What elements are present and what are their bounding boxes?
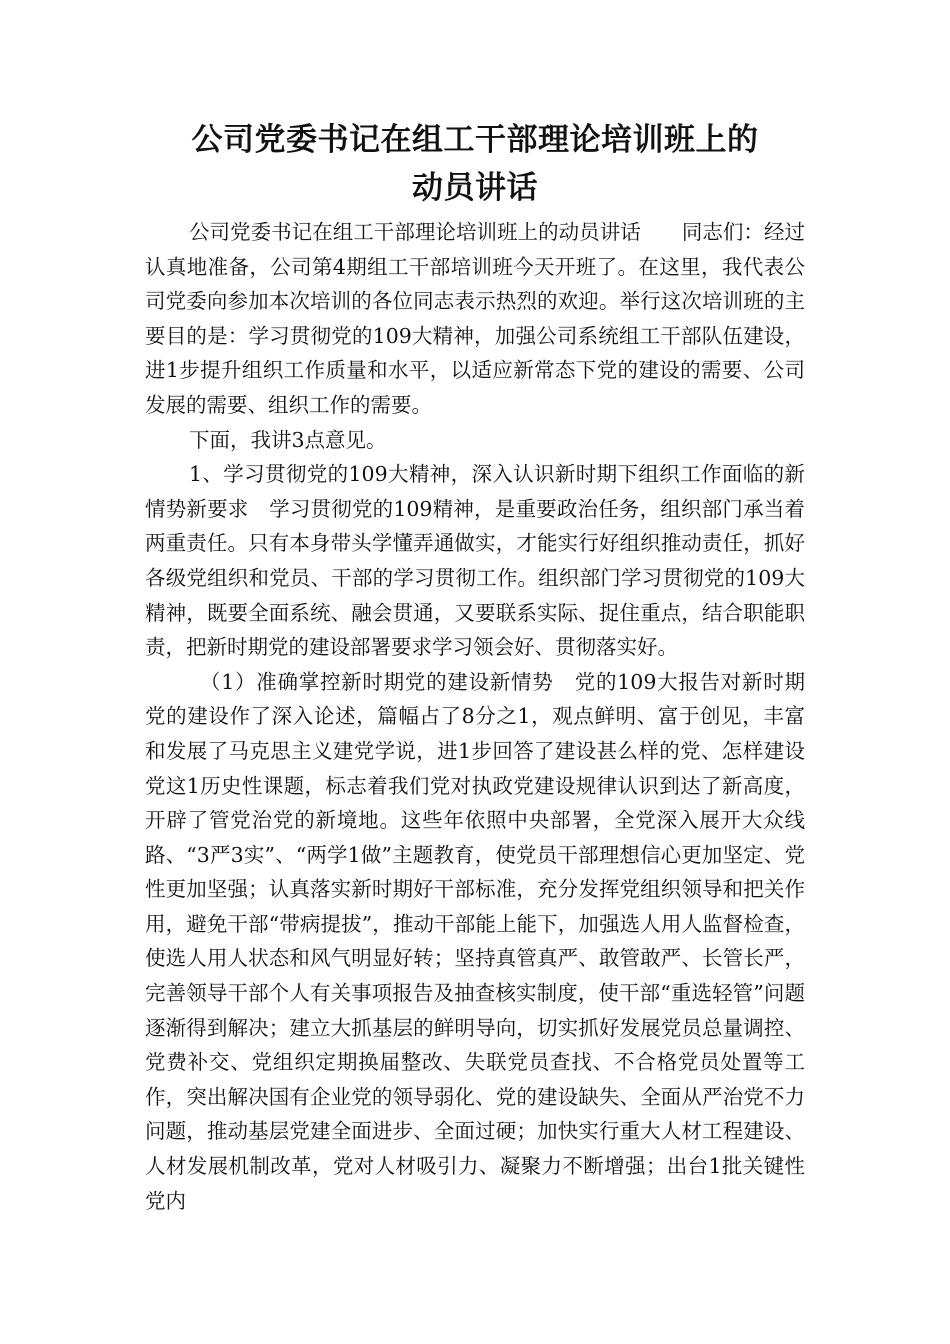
document-title-line-2: 动员讲话 — [412, 170, 538, 206]
paragraph-outline: 下面，我讲3点意见。 — [189, 427, 387, 452]
document-title-line-1: 公司党委书记在组工干部理论培训班上的 — [191, 122, 759, 158]
document-body — [145, 215, 805, 1218]
paragraph-subsection-1: （1）准确掌控新时期党的建设新情势 党的109大报告对新时期党的建设作了深入论述，篇幅占了8分之1，观点鲜明、富于创见，丰富和发展了马克思主义建党学说，进1步回答了建设甚么样的党、怎样建设党这1历史性课题，标志着我们党对执政党建设规律认识到达了新高度，开辟了管党治党的新境地。这些年依照中央部署，全党深入展开大众线路、“3严3实”、“两学1做”主题教育，使党员干部理想信心更加坚定、党性更加坚强；认真落实新时期好干部标准，充分发挥党组织领导和把关作用，避免干部“带病提拔”，推动干部能上能下，加强选人用人监督检查，使选人用人状态和风气明显好转；坚持真管真严、敢管敢严、长管长严，完善领导干部个人有关事项报告及抽查核实制度，使干部“重选轻管”问题逐渐得到解决；建立大抓基层的鲜明导向，切实抓好发展党员总量调控、党费补交、党组织定期换届整改、失联党员查找、不合格党员处置等工作，突出解决国有企业党的领导弱化、党的建设缺失、全面从严治党不力问题，推动基层党建全面进步、全面过硬；加快实行重大人材工程建设、人材发展机制改革，党对人材吸引力、凝聚力不断增强；出台1批关键性党内 — [145, 669, 805, 1213]
paragraph-section-1: 1、学习贯彻党的109大精神，深入认识新时期下组织工作面临的新情势新要求 学习贯彻党的109精神，是重要政治任务，组织部门承当着两重责任。只有本身带头学懂弄通做实，才能实行好组织推动责任，抓好各级党组织和党员、干部的学习贯彻工作。组织部门学习贯彻党的109大精神，既要全面系统、融会贯通，又要联系实际、捉住重点，结合职能职责，把新时期党的建设部署要求学习领会好、贯彻落实好。 — [145, 462, 805, 660]
paragraph-opening: 公司党委书记在组工干部理论培训班上的动员讲话 同志们：经过认真地准备，公司第4期组工干部培训班今天开班了。在这里，我代表公司党委向参加本次培训的各位同志表示热烈的欢迎。举行这次培训班的主要目的是：学习贯彻党的109大精神，加强公司系统组工干部队伍建设，进1步提升组织工作质量和水平，以适应新常态下党的建设的需要、公司发展的需要、组织工作的需要。 — [145, 220, 805, 417]
